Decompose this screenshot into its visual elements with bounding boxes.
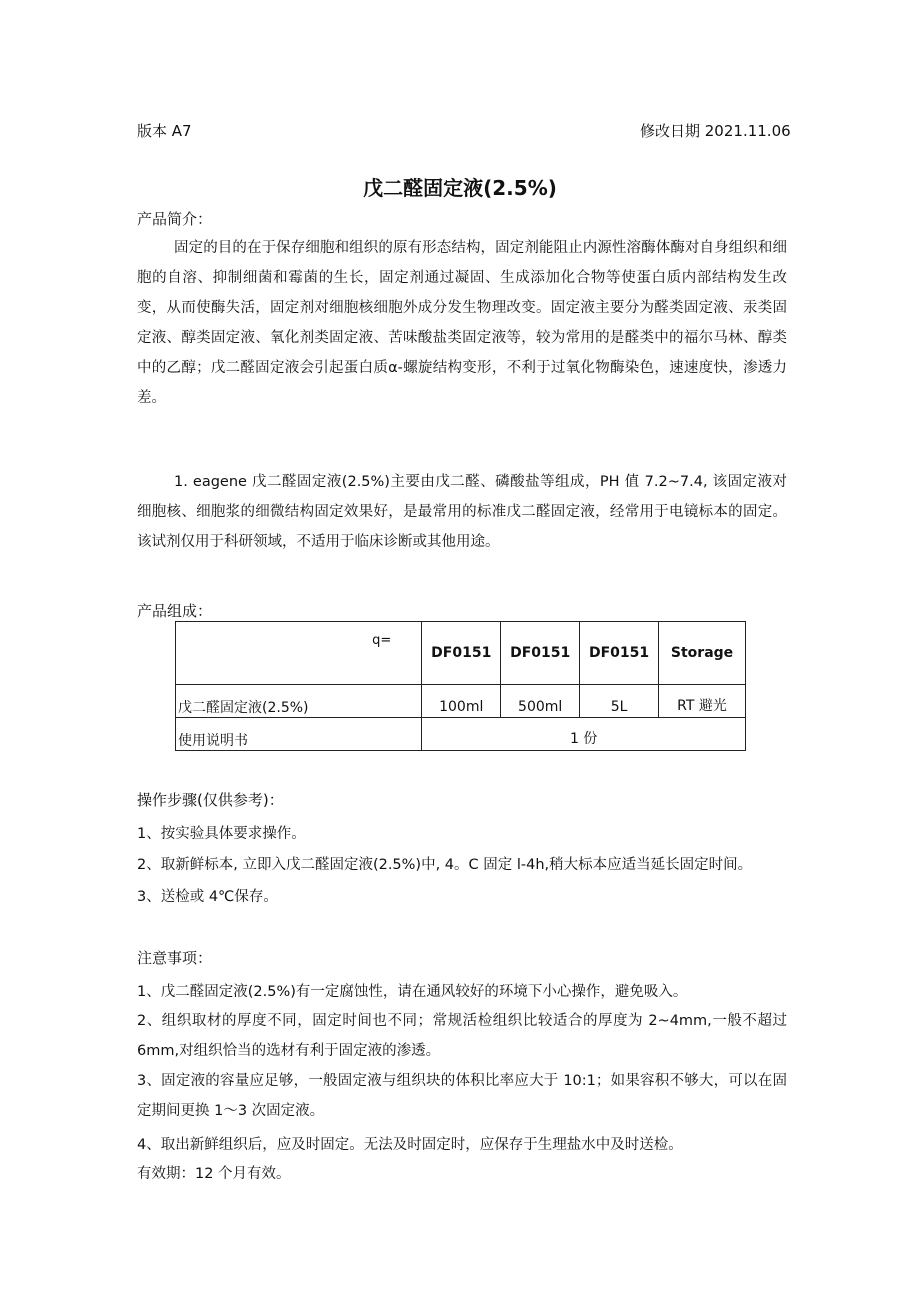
composition-heading: 产品组成： [137, 602, 213, 620]
intro-point-1: 1. eagene 戊二醛固定液(2.5%)主要由戊二醛、磷酸盐等组成，PH 值 7.2~7.4, 该固定液对细胞核、细胞浆的细微结构固定效果好，是最常用的标准戊二醛固定液，经常用于电镜标本的固定。该试剂仅用于科研领域，不适用于临床诊断或其他用途。 [137, 474, 787, 550]
table-header-cell: DF0151 [422, 622, 501, 685]
intro-paragraph: 固定的目的在于保存细胞和组织的原有形态结构，固定剂能阻止内源性溶酶体酶对自身组织和细胞的自溶、抑制细菌和霉菌的生长，固定剂通过凝固、生成添加化合物等使蛋白质内部结构发生改变，从而使酶失活，固定剂对细胞核细胞外成分发生物理改变。固定液主要分为醛类固定液、汞类固定液、醇类固定液、氧化剂类固定液、苦味酸盐类固定液等，较为常用的是醛类中的福尔马林、醇类中的乙醇；戊二醛固定液会引起蛋白质α-螺旋结构变形，不利于过氧化物酶染色，速速度快，渗透力差。 [137, 240, 787, 406]
table-cell-name: 戊二醛固定液(2.5%) [176, 685, 422, 718]
table-header-cell: DF0151 [501, 622, 580, 685]
note-item-4: 4、取出新鲜组织后，应及时固定。无法及时固定时，应保存于生理盐水中及时送检。 [137, 1137, 683, 1153]
table-cell-name: 使用说明书 [176, 718, 422, 751]
document-title: 戊二醛固定液(2.5%) [363, 176, 557, 200]
table-row [176, 718, 746, 751]
table-header-row [176, 622, 746, 685]
intro-heading: 产品简介： [137, 210, 213, 228]
table-cell: 5L [580, 685, 659, 718]
procedure-step-3: 3、送检或 4℃保存。 [137, 889, 278, 905]
procedure-step-2: 2、取新鲜标本, 立即入戊二醛固定液(2.5%)中, 4。C 固定 l-4h,稍大标本应适当延长固定时间。 [137, 857, 753, 873]
procedure-step-1: 1、按实验具体要求操作。 [137, 826, 306, 842]
note-item-3: 3、固定液的容量应足够，一般固定液与组织块的体积比率应大于 10:1；如果容积不够大，可以在固定期间更换 1～3 次固定液。 [137, 1073, 787, 1119]
table-header-cell: Storage [659, 622, 746, 685]
table-row [176, 685, 746, 718]
table-cell: 1 份 [422, 718, 746, 751]
corner-mark: q= [372, 633, 392, 648]
table-header-cell: DF0151 [580, 622, 659, 685]
modified-date: 修改日期 2021.11.06 [640, 122, 791, 140]
shelf-life: 有效期：12 个月有效。 [137, 1166, 291, 1182]
version-label: 版本 A7 [137, 122, 192, 140]
table-cell: 100ml [422, 685, 501, 718]
notes-heading: 注意事项： [137, 949, 213, 967]
table-cell: RT 避光 [659, 685, 746, 718]
table-cell: 500ml [501, 685, 580, 718]
procedure-heading: 操作步骤(仅供参考)： [137, 791, 284, 809]
note-item-1: 1、戊二醛固定液(2.5%)有一定腐蚀性，请在通风较好的环境下小心操作，避免吸入。 [137, 984, 688, 1000]
table-corner-cell [176, 622, 422, 685]
composition-table [175, 621, 746, 751]
note-item-2: 2、组织取材的厚度不同，固定时间也不同；常规活检组织比较适合的厚度为 2~4mm,一般不超过 6mm,对组织恰当的选材有利于固定液的渗透。 [137, 1013, 787, 1059]
